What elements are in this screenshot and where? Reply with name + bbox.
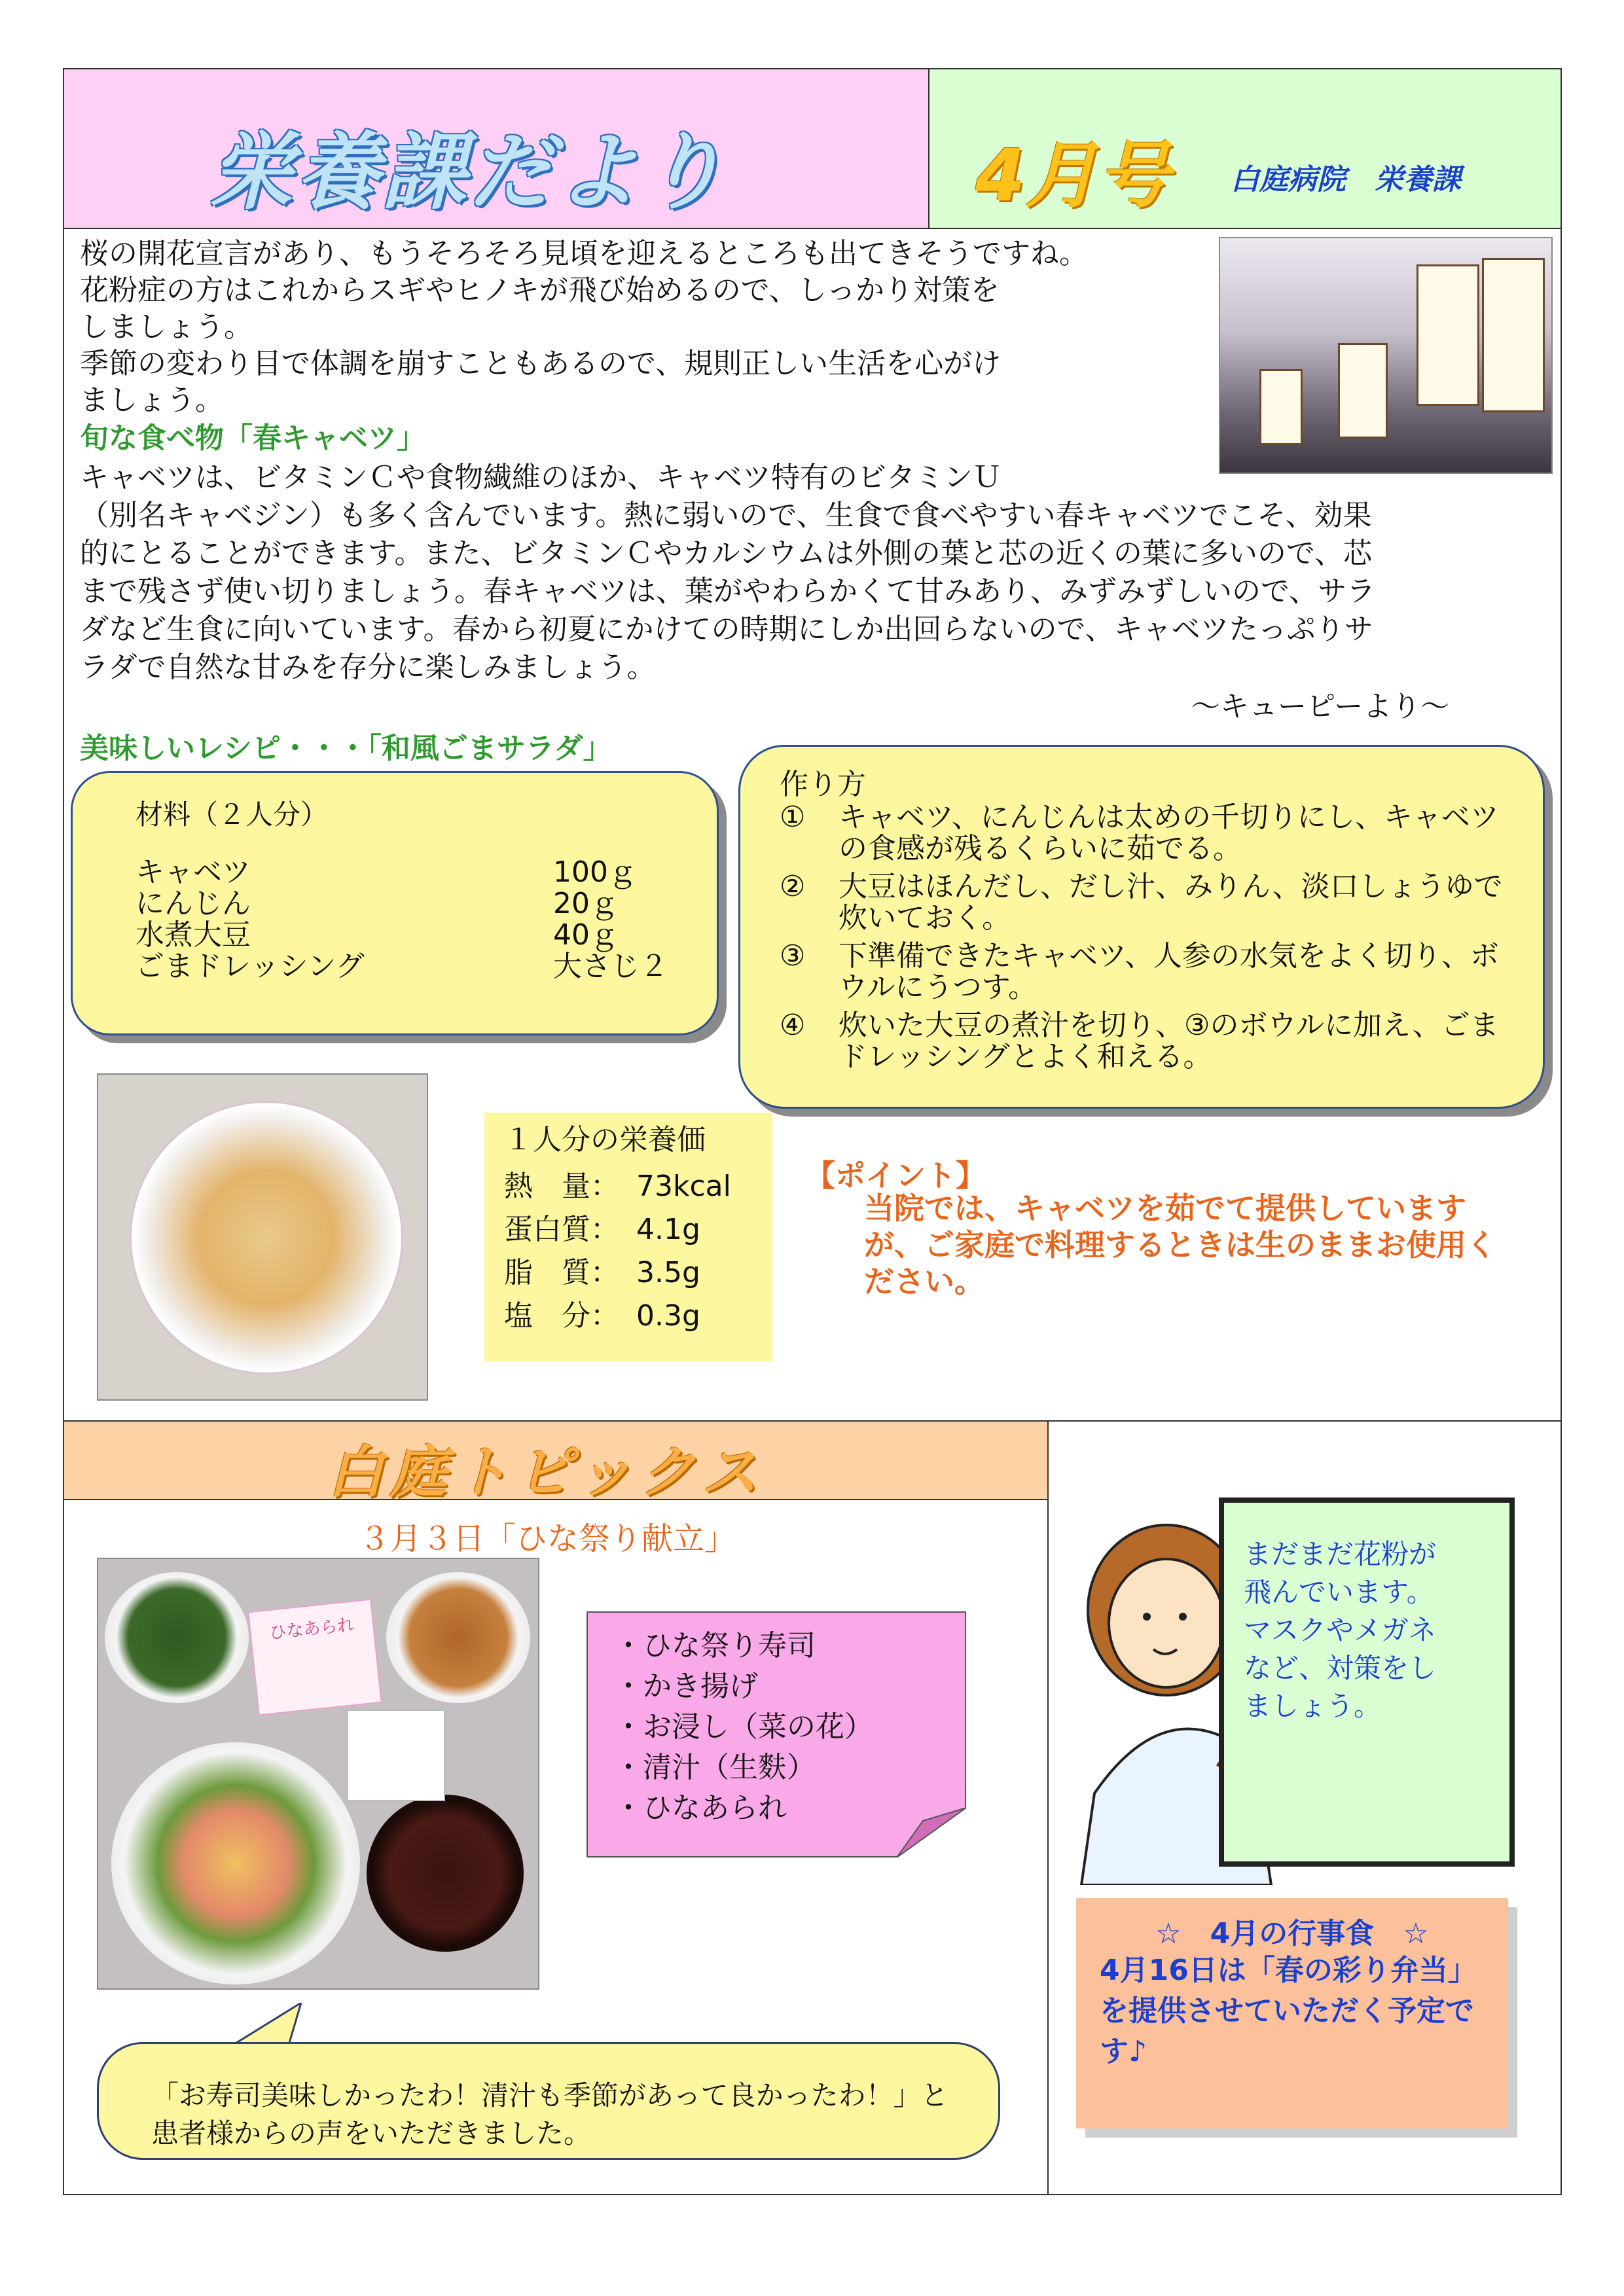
instructions-box	[738, 745, 1545, 1109]
ingredient-amount: 大さじ２	[553, 950, 668, 983]
event-meal-box	[1076, 1898, 1508, 2128]
ingredient-amount: 40ｇ	[553, 918, 619, 952]
board-line: まだまだ花粉が	[1244, 1538, 1437, 1570]
intro-line: 桜の開花宣言があり、もうそろそろ見頃を迎えるところも出てきそうですね。	[80, 237, 1088, 270]
board-line: など、対策をし	[1244, 1652, 1437, 1684]
ingredient-name: キャベツ	[135, 855, 251, 889]
topics-title: 白庭トピックス	[327, 1440, 765, 1505]
instructions-title: 作り方	[780, 768, 866, 801]
sushi-plate	[111, 1742, 360, 1984]
lantern-shape	[1259, 369, 1303, 445]
nutrition-value: 4.1g	[636, 1213, 700, 1246]
step-number: ②	[780, 870, 806, 903]
menu-item: ・かき揚げ	[614, 1670, 758, 1703]
note-fold-corner	[897, 1808, 966, 1857]
board-line: 飛んでいます。	[1244, 1576, 1434, 1608]
instruction-step	[780, 1010, 1519, 1073]
nutrition-label: 蛋白質：	[504, 1213, 619, 1246]
ingredient-name: ごまドレッシング	[135, 950, 365, 983]
ingredient-amount: 20ｇ	[553, 887, 619, 920]
event-title: ☆ 4月の行事食 ☆	[1155, 1917, 1429, 1950]
seasonal-line: まで残さず使い切りましょう。春キャベツは、葉がやわらかくて甘みあり、みずみずしいので、サラ	[80, 575, 1376, 608]
seasonal-line: キャベツは、ビタミンＣや食物繊維のほか、キャベツ特有のビタミンＵ	[80, 461, 1001, 494]
lantern-shape	[1416, 264, 1479, 406]
intro-line: ましょう。	[80, 384, 224, 417]
intro-line: 季節の変わり目で体調を崩すこともあるので、規則正しい生活を心がけ	[80, 347, 1001, 380]
step-text: 炊いた大豆の煮汁を切り、③のボウルに加え、ごまドレッシングとよく和える。	[839, 1009, 1499, 1073]
seasonal-line: ダなど生食に向いています。春から初夏にかけての時期にしか出回らないので、キャベツたっぷりサ	[80, 613, 1373, 646]
nutrition-title: １人分の栄養価	[504, 1123, 706, 1157]
ingredients-title: 材料（２人分）	[135, 798, 329, 831]
instruction-step	[780, 802, 1519, 865]
point-title: 【ポイント】	[805, 1158, 986, 1193]
seasonal-heading: 旬な食べ物「春キャベツ」	[80, 422, 425, 455]
point-line: ださい。	[864, 1264, 984, 1299]
department-label: 白庭病院 栄養課	[1231, 163, 1461, 196]
lantern-shape	[1338, 343, 1388, 439]
seasonal-line: ラダで自然な甘みを存分に楽しみましょう。	[80, 651, 656, 684]
nutrition-value: 0.3g	[636, 1299, 700, 1333]
intro-line: 花粉症の方はこれからスギやヒノキが飛び始めるので、しっかり対策を	[80, 274, 1000, 307]
soup-bowl	[367, 1795, 524, 1952]
topics-subtitle: ３月３日「ひな祭り献立」	[359, 1520, 736, 1557]
nutrition-label: 塩 分：	[504, 1299, 619, 1333]
menu-item: ・ひな祭り寿司	[614, 1629, 816, 1662]
comment-line: 患者様からの声をいただきました。	[151, 2117, 592, 2149]
notice-board	[1219, 1498, 1515, 1867]
event-line: を提供させていただく予定で	[1100, 1994, 1474, 2028]
hinamatsuri-meal-photo	[97, 1558, 539, 1990]
ingredient-amount: 100ｇ	[553, 855, 637, 889]
comment-text	[151, 2077, 948, 2153]
package-label: ひなあられ	[268, 1615, 355, 1643]
event-line: 4月16日は「春の彩り弁当」	[1100, 1954, 1477, 1987]
column-divider	[1047, 1500, 1049, 2194]
point-line: が、ご家庭で料理するときは生のままお使用く	[864, 1227, 1496, 1263]
recipe-heading: 美味しいレシピ・・・「和風ごまサラダ」	[80, 732, 612, 765]
step-text: 大豆はほんだし、だし汁、みりん、淡口しょうゆで炊いておく。	[839, 870, 1503, 935]
event-body	[1100, 1950, 1499, 2072]
comment-line: 「お寿司美味しかったわ！清汁も季節があって良かったわ！」と	[151, 2079, 948, 2111]
menu-item: ・お浸し（菜の花）	[614, 1710, 873, 1744]
salad-bowl-shape	[130, 1101, 403, 1374]
ingredient-name: にんじん	[135, 887, 251, 920]
cherry-blossom-photo	[1219, 237, 1553, 474]
step-text: 下準備できたキャベツ、人参の水気をよく切り、ボウルにうつす。	[839, 939, 1499, 1004]
step-number: ④	[780, 1009, 806, 1042]
ingredients-box	[71, 771, 719, 1035]
point-line: 当院では、キャベツを茹でて提供しています	[864, 1191, 1466, 1226]
nutrition-value: 73kcal	[636, 1170, 731, 1203]
nutrition-value: 3.5g	[636, 1256, 700, 1289]
board-line: ましょう。	[1244, 1690, 1382, 1722]
menu-item: ・清汁（生麩）	[614, 1751, 816, 1784]
patient-comment-bubble	[97, 2042, 1000, 2160]
instruction-step	[780, 871, 1519, 934]
seasonal-line: （別名キャベジン）も多く含んでいます。熱に弱いので、生食で食べやすい春キャベツでこそ、効果	[80, 499, 1372, 532]
lantern-shape	[1482, 258, 1545, 412]
step-text: キャベツ、にんじんは太めの千切りにし、キャベツの食感が残るくらいに茹でる。	[839, 800, 1499, 865]
board-text	[1244, 1535, 1506, 1725]
newsletter-title: 栄養課だより	[209, 124, 729, 221]
nutrition-box	[484, 1113, 772, 1361]
kakiage-bowl	[386, 1572, 530, 1703]
event-line: す♪	[1100, 2035, 1147, 2068]
step-number: ①	[780, 800, 806, 834]
nutrition-label: 脂 質：	[504, 1256, 619, 1289]
ingredient-name: 水煮大豆	[135, 918, 251, 952]
instruction-step	[780, 941, 1519, 1003]
menu-item: ・ひなあられ	[614, 1791, 787, 1825]
side-dish-bowl	[105, 1572, 249, 1703]
source-credit: ～キューピーより～	[1191, 690, 1450, 723]
nutrition-label: 熱 量：	[504, 1170, 619, 1203]
seasonal-line: 的にとることができます。また、ビタミンＣやカルシウムは外側の葉と芯の近くの葉に多いので、芯	[80, 537, 1373, 570]
hina-arare-package	[247, 1599, 382, 1716]
board-line: マスクやメガネ	[1244, 1614, 1437, 1646]
salad-photo	[97, 1073, 428, 1401]
intro-line: しましょう。	[80, 310, 253, 344]
point-body	[864, 1190, 1532, 1300]
issue-label: 4月号	[975, 134, 1170, 217]
menu-card	[347, 1710, 445, 1801]
step-number: ③	[780, 939, 806, 973]
